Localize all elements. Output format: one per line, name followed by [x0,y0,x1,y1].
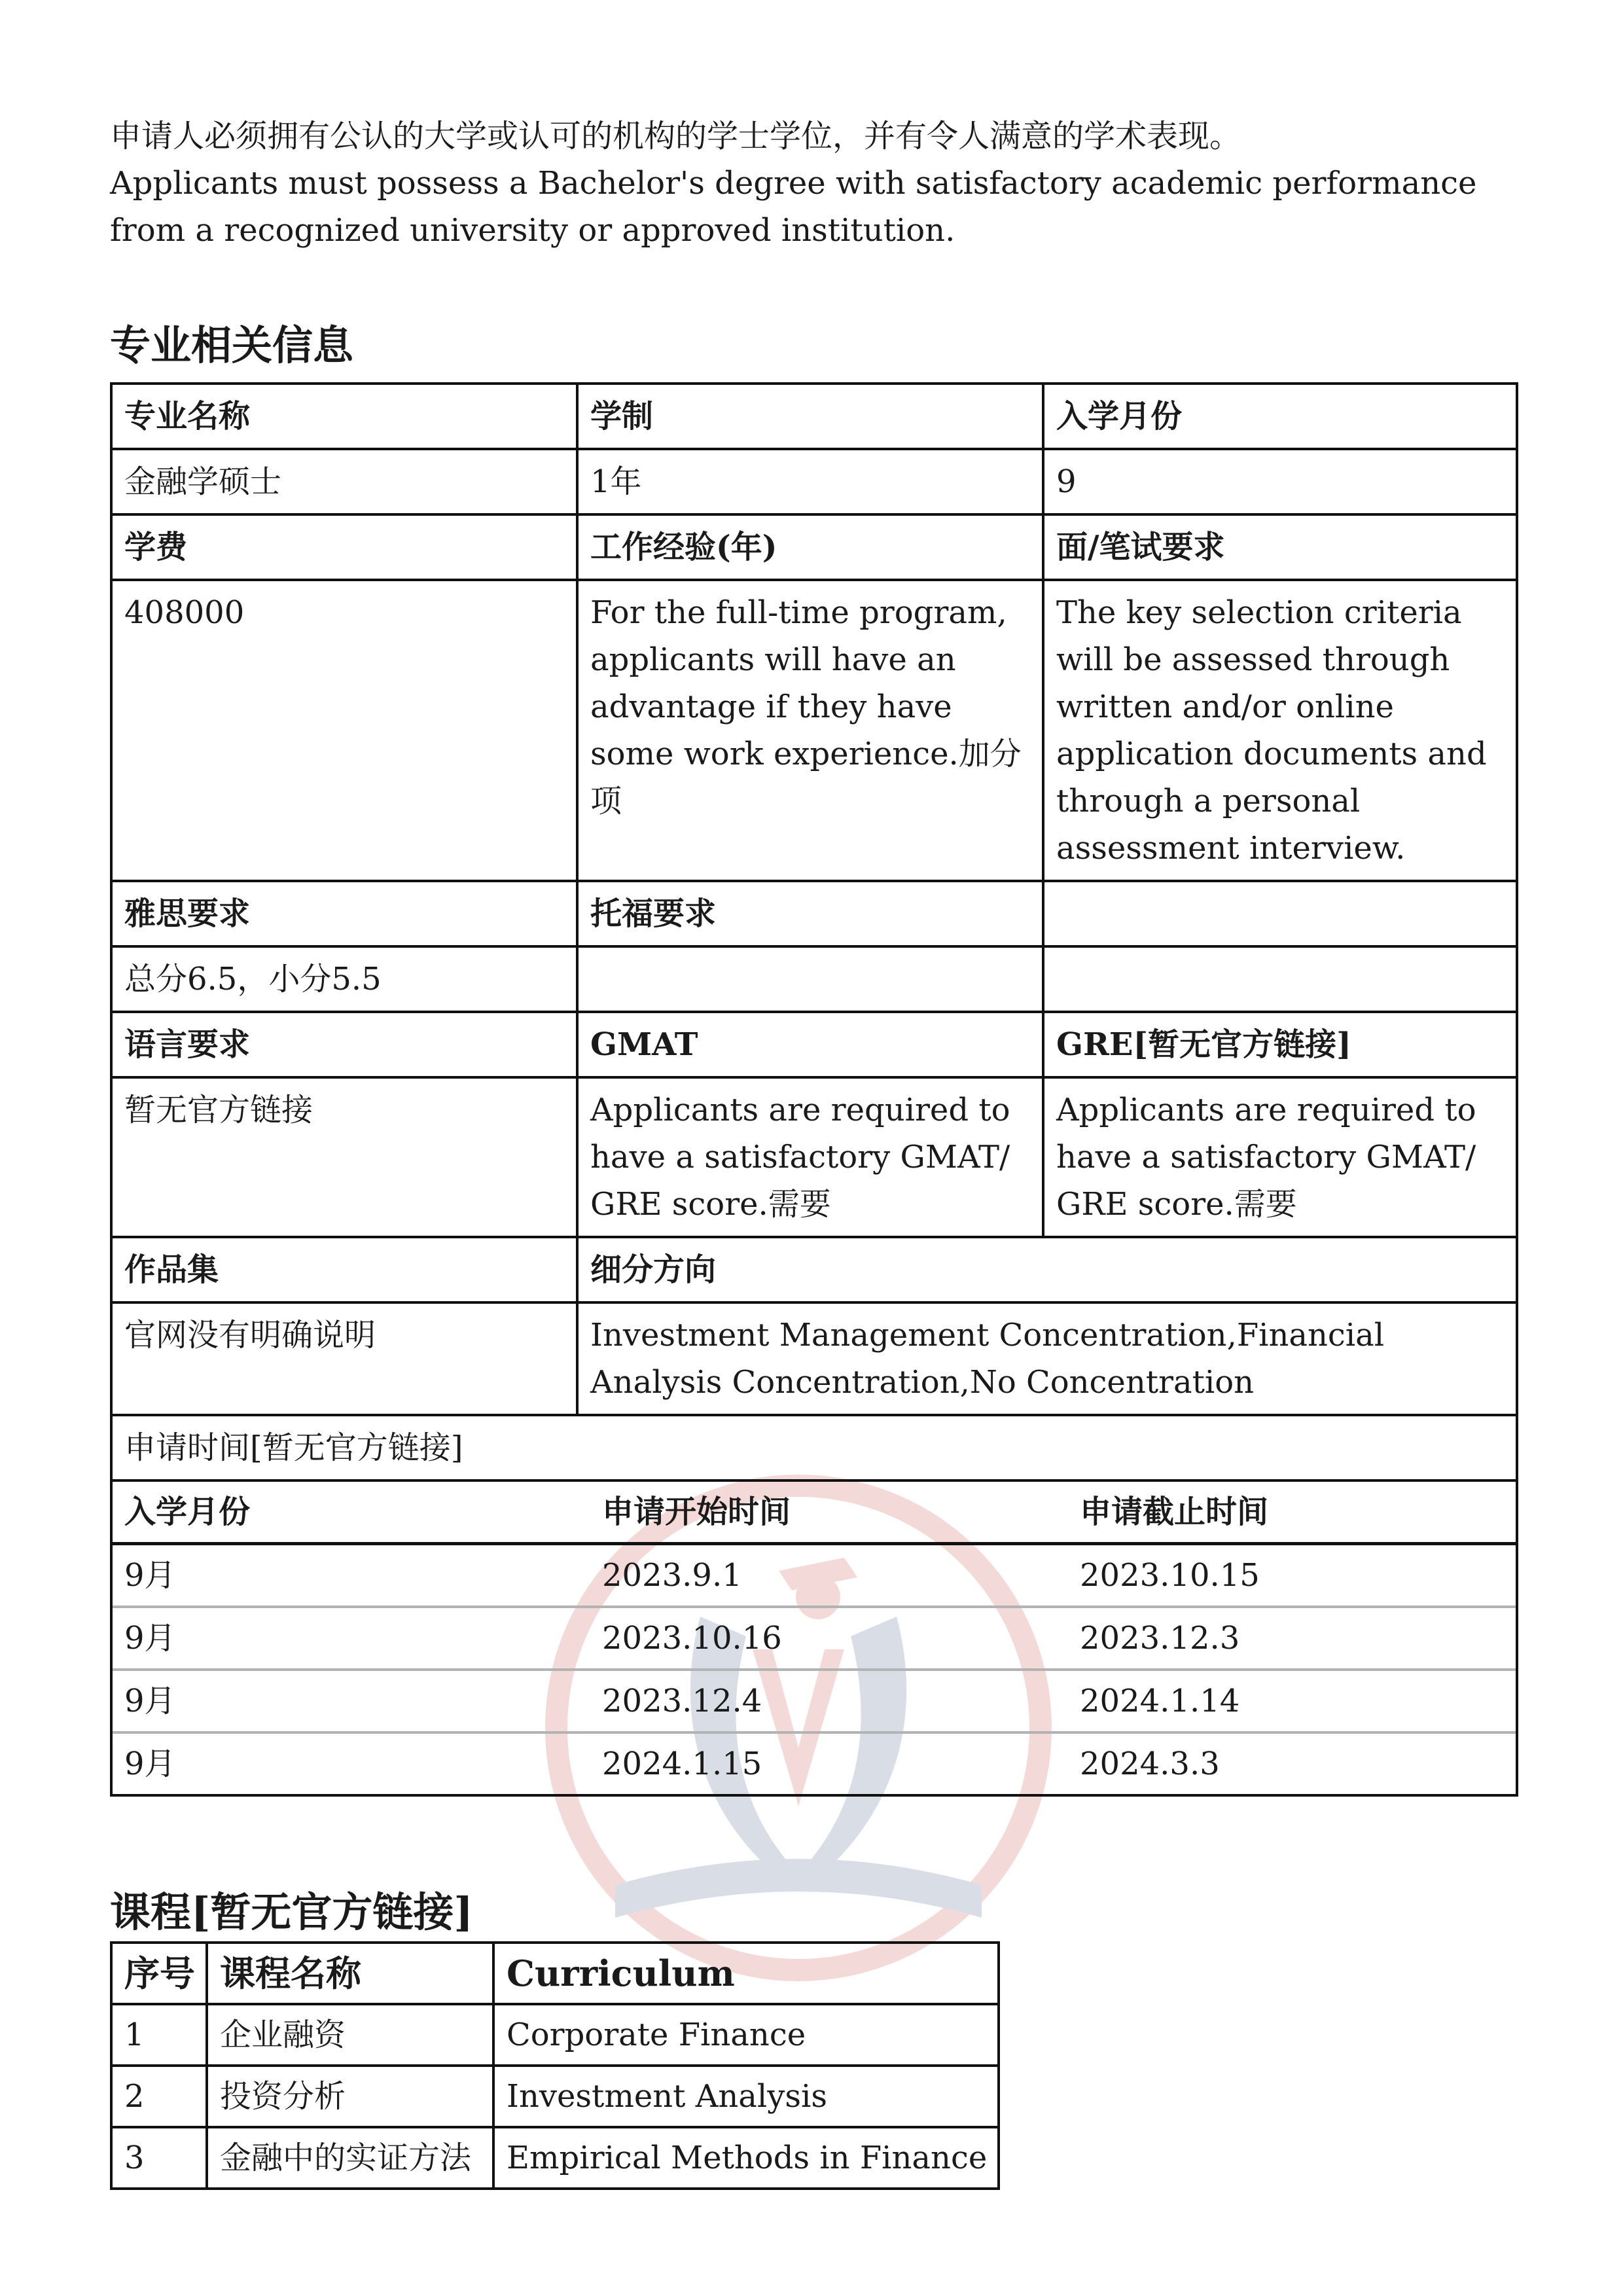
dates-start: 2023.9.1 [590,1544,1068,1607]
course-name: 投资分析 [207,2066,493,2127]
empty-cell [1043,881,1517,946]
interview-value: The key selection criteria will be assessed through written and/or online application documents and through a personal assessment interview. [1043,580,1517,881]
application-dates-table [113,1482,1516,1794]
intake-label: 入学月份 [1043,384,1517,449]
application-time-label: 申请时间[暂无官方链接] [111,1415,1517,1480]
tuition-label: 学费 [111,514,577,580]
courses-table [110,1941,1000,2190]
table-row [111,2127,999,2189]
course-no: 2 [111,2066,207,2127]
courses-header-curriculum: Curriculum [493,1943,999,2004]
major-name-label: 专业名称 [111,384,577,449]
intro-paragraph [110,113,1524,254]
course-no: 1 [111,2004,207,2066]
concentration-value: Investment Management Concentration,Financial Analysis Concentration,No Concentration [577,1302,1517,1415]
dates-end: 2024.3.3 [1080,1746,1220,1782]
dates-end: 2023.10.15 [1068,1544,1516,1607]
intro-en: Applicants must possess a Bachelor's degree with satisfactory academic performance from a recognized university or approved institution. [110,165,1477,249]
concentration-label: 细分方向 [577,1237,1517,1302]
courses-section-heading: 课程[暂无官方链接] [110,1888,473,1936]
dates-header-end: 申请截止时间 [1068,1482,1516,1544]
dates-start: 2024.1.15 [602,1746,762,1782]
dates-header-intake: 入学月份 [113,1482,590,1544]
table-row [111,2066,999,2127]
language-value: 暂无官方链接 [111,1077,577,1237]
course-no: 3 [111,2127,207,2189]
course-curriculum: Investment Analysis [493,2066,999,2127]
work-exp-label: 工作经验(年) [577,514,1043,580]
duration-label: 学制 [577,384,1043,449]
major-info-table [110,382,1518,1797]
dates-start: 2023.10.16 [590,1607,1068,1670]
course-curriculum: Empirical Methods in Finance [493,2127,999,2189]
major-name-value: 金融学硕士 [111,449,577,514]
dates-header-start: 申请开始时间 [590,1482,1068,1544]
table-row [113,1607,1516,1670]
empty-cell [1043,946,1517,1012]
gre-label: GRE[暂无官方链接] [1043,1012,1517,1077]
dates-intake: 9月 [124,1746,176,1782]
toefl-value [577,946,1043,1012]
intake-value: 9 [1043,449,1517,514]
gmat-value: Applicants are required to have a satisfactory GMAT/ GRE score.需要 [577,1077,1043,1237]
ielts-label: 雅思要求 [111,881,577,946]
dates-intake: 9月 [113,1607,590,1670]
language-label: 语言要求 [111,1012,577,1077]
course-name: 金融中的实证方法 [207,2127,493,2189]
table-row [111,2004,999,2066]
courses-header-no: 序号 [111,1943,207,2004]
courses-header-name: 课程名称 [207,1943,493,2004]
table-row [113,1732,1516,1794]
intro-zh: 申请人必须拥有公认的大学或认可的机构的学士学位，并有令人满意的学术表现。 [110,118,1241,154]
ielts-value: 总分6.5，小分5.5 [111,946,577,1012]
toefl-label: 托福要求 [577,881,1043,946]
application-dates-cell [111,1480,1517,1795]
tuition-value: 408000 [111,580,577,881]
portfolio-value: 官网没有明确说明 [111,1302,577,1415]
course-curriculum: Corporate Finance [493,2004,999,2066]
dates-start: 2023.12.4 [590,1670,1068,1732]
major-section-heading: 专业相关信息 [110,321,354,369]
table-row [113,1544,1516,1607]
dates-end: 2023.12.3 [1068,1607,1516,1670]
work-exp-value: For the full-time program, applicants will have an advantage if they have some work experience.加分项 [577,580,1043,881]
dates-intake: 9月 [113,1544,590,1607]
dates-intake: 9月 [113,1670,590,1732]
dates-end: 2024.1.14 [1068,1670,1516,1732]
duration-value: 1年 [577,449,1043,514]
interview-label: 面/笔试要求 [1043,514,1517,580]
portfolio-label: 作品集 [111,1237,577,1302]
course-name: 企业融资 [207,2004,493,2066]
gre-value: Applicants are required to have a satisfactory GMAT/ GRE score.需要 [1043,1077,1517,1237]
gmat-label: GMAT [577,1012,1043,1077]
table-row [113,1670,1516,1732]
